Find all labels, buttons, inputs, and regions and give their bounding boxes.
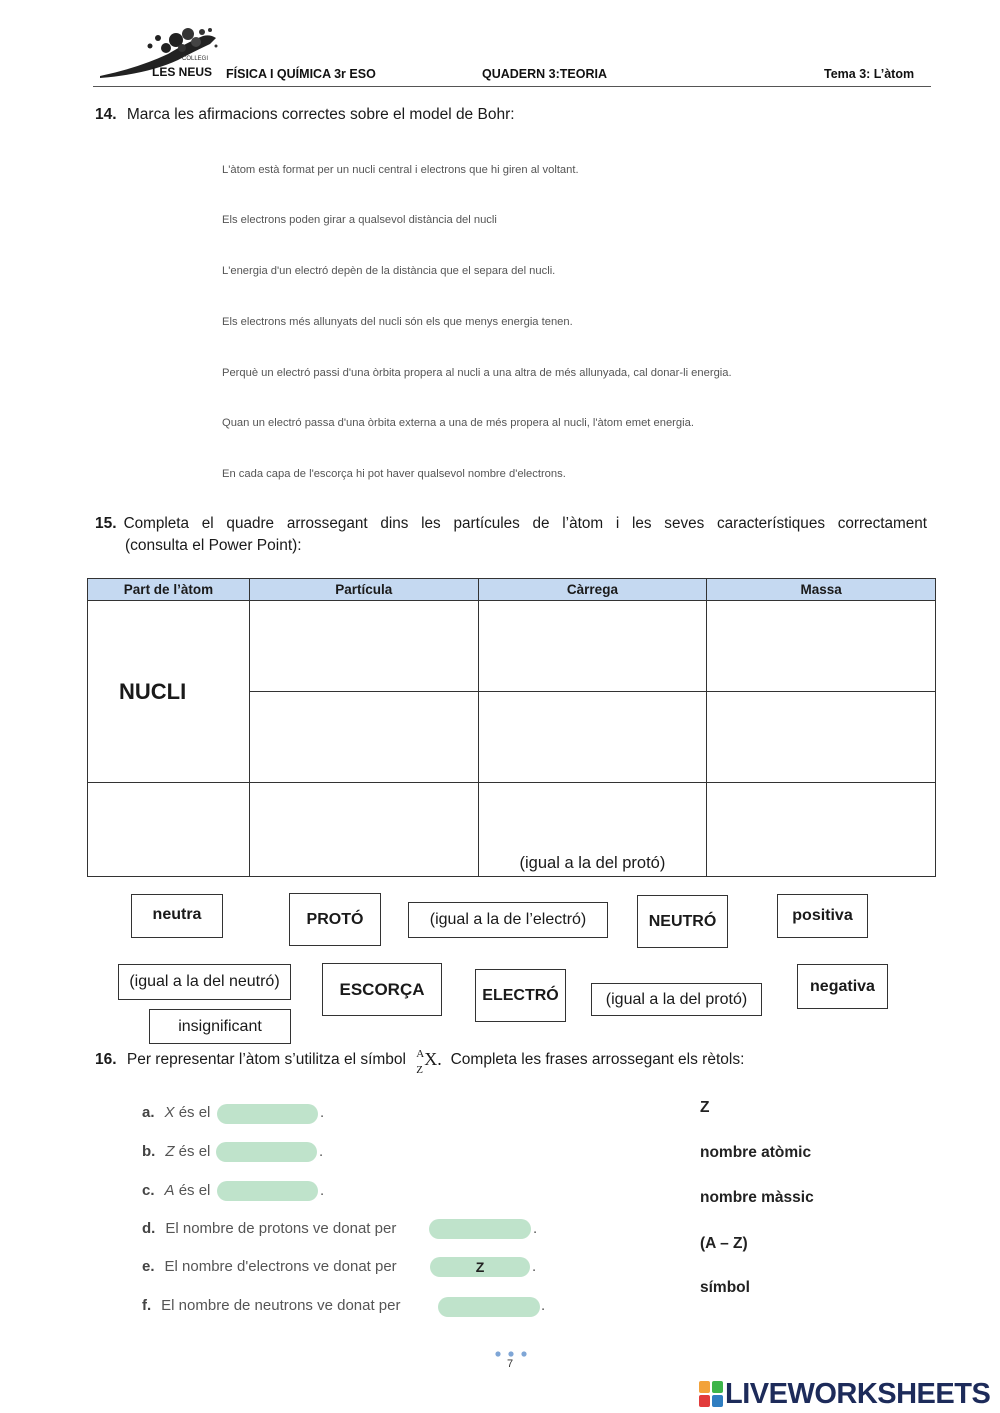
- prefilled-charge: (igual a la del protó): [519, 854, 666, 872]
- drop-cell[interactable]: [88, 783, 250, 877]
- charge-cell[interactable]: [478, 783, 707, 877]
- drop-cell[interactable]: [478, 601, 707, 692]
- element-symbol: X.: [424, 1049, 442, 1069]
- bohr-option-4[interactable]: Els electrons més allunyats del nucli són els que menys energia tenen.: [222, 316, 573, 328]
- header-divider: [93, 86, 931, 87]
- drag-label-positiva[interactable]: positiva: [777, 894, 868, 938]
- drag-label-mass-proton[interactable]: (igual a la del protó): [591, 983, 762, 1016]
- sentence-d: [142, 1220, 396, 1237]
- sentence-letter: c.: [142, 1182, 155, 1199]
- sentence-period: .: [532, 1258, 537, 1275]
- drop-cell[interactable]: [478, 692, 707, 783]
- var-x: X: [164, 1104, 175, 1121]
- header-part: Part de l’àtom: [88, 579, 250, 601]
- sentence-text: El nombre d'electrons ve donat per: [164, 1258, 397, 1275]
- sentence-period: .: [533, 1220, 538, 1237]
- answer-gap-a[interactable]: [217, 1104, 318, 1124]
- question-text-after: Completa les frases arrossegant els rètols:: [450, 1051, 745, 1068]
- question-14: [95, 104, 515, 126]
- bohr-option-3[interactable]: L'energia d'un electró depèn de la distància que el separa del nucli.: [222, 265, 556, 277]
- question-text: Per representar l’àtom s’utilitza el símbol: [126, 1051, 406, 1068]
- question-number: 14.: [95, 106, 117, 123]
- question-text-line1: Completa el quadre arrossegant dins les partícules de l’àtom i les seves característiques correctament: [123, 515, 927, 532]
- drag-label-mass-neutron[interactable]: (igual a la del neutró): [118, 964, 291, 1000]
- bohr-option-5[interactable]: Perquè un electró passi d'una òrbita propera al nucli a una altra de més allunyada, cal donar-li energia.: [222, 367, 732, 379]
- drag-label-neutra[interactable]: neutra: [131, 894, 223, 938]
- answer-gap-b[interactable]: [216, 1142, 317, 1162]
- question-16: [95, 1048, 745, 1076]
- sentence-text: El nombre de protons ve donat per: [165, 1220, 397, 1237]
- logo-small-text: COLLEGI: [182, 56, 209, 62]
- bohr-option-1[interactable]: L'àtom està format per un nucli central i electrons que hi giren al voltant.: [222, 164, 579, 176]
- drag-label-z[interactable]: Z: [700, 1099, 710, 1116]
- sentence-letter: e.: [142, 1258, 155, 1275]
- sentence-letter: d.: [142, 1220, 156, 1237]
- page-number: 7: [507, 1358, 514, 1370]
- sentence-c: [142, 1182, 210, 1199]
- var-a: A: [164, 1182, 175, 1199]
- sentence-text: El nombre de neutrons ve donat per: [161, 1297, 401, 1314]
- header-subject: FÍSICA I QUÍMICA 3r ESO: [226, 67, 376, 81]
- drop-cell[interactable]: [249, 692, 478, 783]
- drop-cell[interactable]: [249, 601, 478, 692]
- bohr-option-7[interactable]: En cada capa de l'escorça hi pot haver qualsevol nombre d'electrons.: [222, 468, 566, 480]
- drag-label-atomic-number[interactable]: nombre atòmic: [700, 1144, 812, 1161]
- drop-cell[interactable]: [249, 783, 478, 877]
- table-row: [88, 783, 936, 877]
- sentence-a: [142, 1104, 210, 1121]
- atom-symbol: [410, 1048, 446, 1076]
- atom-table: [87, 578, 936, 877]
- liveworksheets-icon: [699, 1381, 723, 1407]
- answer-gap-e[interactable]: Z: [430, 1257, 530, 1277]
- drag-label-proto[interactable]: PROTÓ: [289, 893, 381, 946]
- sentence-period: .: [320, 1104, 325, 1121]
- school-logo: [98, 24, 223, 82]
- header-charge: Càrrega: [478, 579, 707, 601]
- answer-gap-d[interactable]: [429, 1219, 531, 1239]
- header-notebook: QUADERN 3:TEORIA: [482, 67, 608, 81]
- header-topic: Tema 3: L’àtom: [824, 67, 915, 81]
- liveworksheets-brand: LIVEWORKSHEETS: [725, 1377, 991, 1410]
- sentence-letter: a.: [142, 1104, 155, 1121]
- header-mass: Massa: [707, 579, 936, 601]
- nucli-cell: [88, 601, 250, 783]
- drag-label-mass-number[interactable]: nombre màssic: [700, 1189, 814, 1206]
- nucli-label: NUCLI: [119, 678, 187, 704]
- liveworksheets-logo: [699, 1378, 990, 1410]
- drag-label-a-minus-z[interactable]: (A – Z): [700, 1235, 748, 1252]
- drag-label-symbol[interactable]: símbol: [700, 1279, 750, 1296]
- question-15: [95, 513, 927, 557]
- sentence-letter: b.: [142, 1143, 156, 1160]
- bohr-option-2[interactable]: Els electrons poden girar a qualsevol distància del nucli: [222, 214, 497, 226]
- drop-cell[interactable]: [707, 601, 936, 692]
- bohr-option-6[interactable]: Quan un electró passa d'una òrbita externa a una de més propera al nucli, l'àtom emet energia.: [222, 417, 694, 429]
- answer-gap-f[interactable]: [438, 1297, 540, 1317]
- question-text-line2: (consulta el Power Point):: [125, 537, 302, 554]
- drag-label-electro[interactable]: ELECTRÓ: [475, 969, 566, 1022]
- drag-label-mass-electron[interactable]: (igual a la de l’electró): [408, 902, 608, 938]
- sentence-period: .: [319, 1143, 324, 1160]
- drag-label-escorca[interactable]: ESCORÇA: [322, 963, 442, 1016]
- question-number: 15.: [95, 515, 117, 532]
- sentence-period: .: [320, 1182, 325, 1199]
- drop-cell[interactable]: [707, 692, 936, 783]
- sentence-e: [142, 1258, 397, 1275]
- sentence-text: és el: [174, 1182, 211, 1199]
- table-header-row: [88, 579, 936, 601]
- header-particle: Partícula: [249, 579, 478, 601]
- mass-number-symbol: A: [416, 1048, 425, 1060]
- sentence-letter: f.: [142, 1297, 152, 1314]
- answer-gap-c[interactable]: [217, 1181, 318, 1201]
- var-z: Z: [165, 1143, 175, 1160]
- question-text: Marca les afirmacions correctes sobre el model de Bohr:: [126, 106, 515, 123]
- sentence-period: .: [541, 1297, 546, 1314]
- drop-cell[interactable]: [707, 783, 936, 877]
- drag-label-negativa[interactable]: negativa: [797, 964, 888, 1009]
- sentence-text: és el: [174, 1143, 211, 1160]
- table-row: [88, 601, 936, 692]
- atomic-number-symbol: Z: [416, 1064, 424, 1076]
- question-number: 16.: [95, 1051, 117, 1068]
- drag-label-insignificant[interactable]: insignificant: [149, 1009, 291, 1044]
- sentence-text: és el: [174, 1104, 211, 1121]
- more-dots-icon[interactable]: [494, 1346, 528, 1356]
- drag-label-neutro[interactable]: NEUTRÓ: [637, 895, 728, 948]
- sentence-b: [142, 1143, 210, 1160]
- sentence-f: [142, 1297, 401, 1314]
- logo-name: LES NEUS: [152, 65, 213, 79]
